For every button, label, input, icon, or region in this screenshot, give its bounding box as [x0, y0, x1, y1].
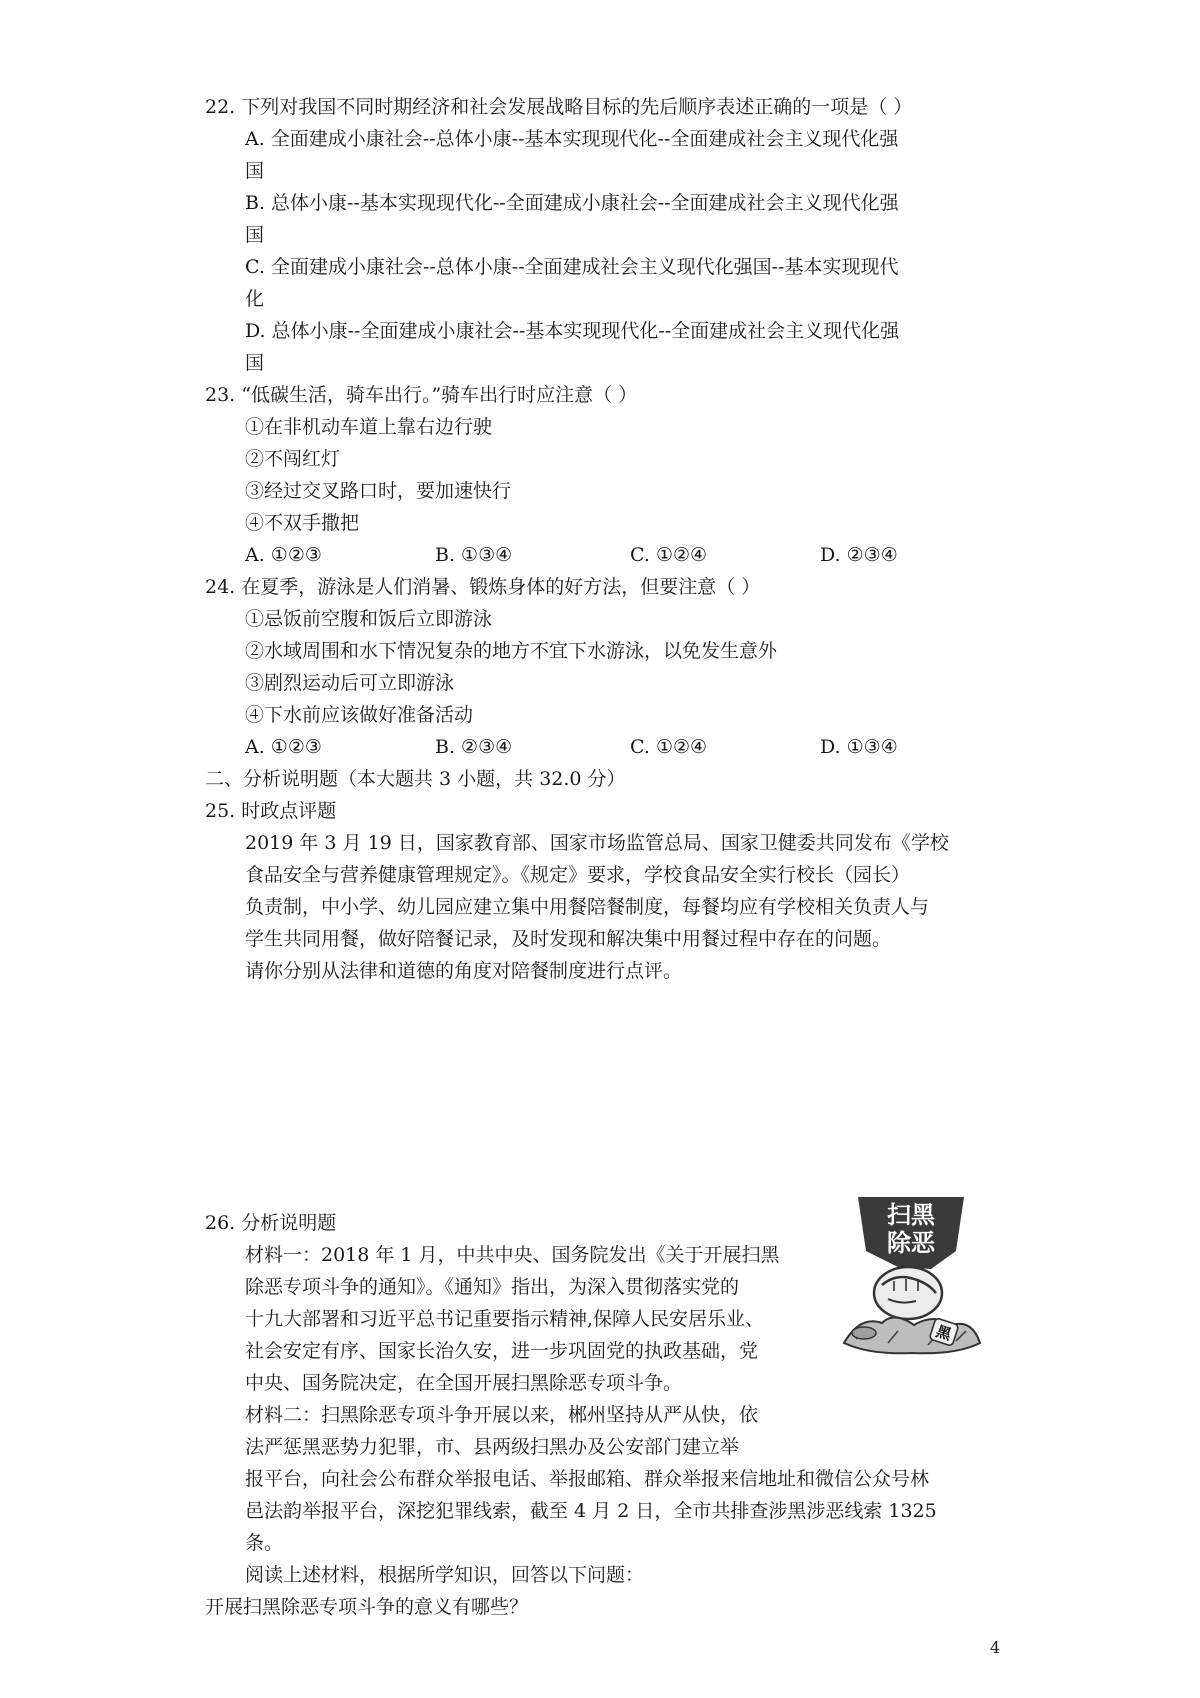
q23-stem: 23. “低碳生活，骑车出行。”骑车出行时应注意（ ）: [205, 384, 638, 406]
q22-option-b-cont: 国: [245, 224, 265, 246]
q26-line-10: 条。: [245, 1532, 284, 1554]
q26-line-11: 阅读上述材料，根据所学知识，回答以下问题：: [245, 1564, 645, 1586]
q26-line-5: 中央、国务院决定，在全国开展扫黑除恶专项斗争。: [245, 1372, 683, 1394]
q24-item-4: ④下水前应该做好准备活动: [245, 704, 474, 726]
q23-choice-b: B. ①③④: [435, 544, 513, 566]
q25-prompt: 请你分别从法律和道德的角度对陪餐制度进行点评。: [245, 960, 683, 982]
q23-choice-d: D. ②③④: [820, 544, 898, 566]
section-heading: 二、分析说明题（本大题共 3 小题，共 32.0 分）: [205, 768, 626, 790]
q24-choice-c: C. ①②④: [630, 736, 708, 758]
cartoon-banner-bottom: 除恶: [887, 1229, 935, 1257]
q22-option-b: B. 总体小康--基本实现现代化--全面建成小康社会--全面建成社会主义现代化强: [245, 192, 899, 214]
q26-line-1: 材料一：2018 年 1 月，中共中央、国务院发出《关于开展扫黑: [245, 1244, 780, 1266]
q23-choice-a: A. ①②③: [245, 544, 322, 566]
page-number: 4: [990, 1638, 1001, 1657]
q23-item-2: ②不闯红灯: [245, 448, 341, 470]
anti-crime-cartoon: [836, 1193, 986, 1359]
q24-choice-d: D. ①③④: [820, 736, 898, 758]
q25-title: 25. 时政点评题: [205, 800, 337, 822]
q26-line-4: 社会安定有序、国家长治久安，进一步巩固党的执政基础，党: [245, 1340, 759, 1362]
q23-item-4: ④不双手撒把: [245, 512, 360, 534]
q23-choice-c: C. ①②④: [630, 544, 708, 566]
q25-line-4: 学生共同用餐，做好陪餐记录，及时发现和解决集中用餐过程中存在的问题。: [245, 928, 892, 950]
q22-option-d-cont: 国: [245, 352, 265, 374]
q24-choice-b: B. ②③④: [435, 736, 513, 758]
q22-option-d: D. 总体小康--全面建成小康社会--基本实现现代化--全面建成社会主义现代化强: [245, 320, 900, 342]
q26-line-6: 材料二：扫黑除恶专项斗争开展以来，郴州坚持从严从快，依: [245, 1404, 759, 1426]
q23-item-1: ①在非机动车道上靠右边行驶: [245, 416, 493, 438]
q26-question: 开展扫黑除恶专项斗争的意义有哪些？: [205, 1596, 529, 1618]
q26-line-3: 十九大部署和习近平总书记重要指示精神,保障人民安居乐业、: [245, 1308, 765, 1330]
cartoon-tag: 黑: [933, 1322, 954, 1344]
q22-option-a-cont: 国: [245, 160, 265, 182]
q23-item-3: ③经过交叉路口时，要加速快行: [245, 480, 512, 502]
q26-line-2: 除恶专项斗争的通知》。《通知》指出，为深入贯彻落实党的: [245, 1276, 740, 1298]
q26-title: 26. 分析说明题: [205, 1212, 337, 1234]
q24-choice-a: A. ①②③: [245, 736, 322, 758]
cartoon-banner-top: 扫黑: [887, 1201, 935, 1229]
q24-stem: 24. 在夏季，游泳是人们消暑、锻炼身体的好方法，但要注意（ ）: [205, 576, 761, 598]
q26-line-9: 邑法韵举报平台，深挖犯罪线索，截至 4 月 2 日，全市共排查涉黑涉恶线索 1325: [245, 1500, 937, 1522]
q24-item-3: ③剧烈运动后可立即游泳: [245, 672, 455, 694]
q22-option-a: A. 全面建成小康社会--总体小康--基本实现现代化--全面建成社会主义现代化强: [245, 128, 899, 150]
q22-option-c: C. 全面建成小康社会--总体小康--全面建成社会主义现代化强国--基本实现现代: [245, 256, 899, 278]
q24-item-1: ①忌饭前空腹和饭后立即游泳: [245, 608, 493, 630]
q24-item-2: ②水域周围和水下情况复杂的地方不宜下水游泳，以免发生意外: [245, 640, 778, 662]
q22-option-c-cont: 化: [245, 288, 265, 310]
q26-line-8: 报平台，向社会公布群众举报电话、举报邮箱、群众举报来信地址和微信公众号林: [245, 1468, 930, 1490]
q25-line-1: 2019 年 3 月 19 日，国家教育部、国家市场监管总局、国家卫健委共同发布《学校: [245, 832, 949, 854]
q25-line-2: 食品安全与营养健康管理规定》。《规定》要求，学校食品安全实行校长（园长）: [245, 864, 911, 886]
q25-line-3: 负责制，中小学、幼儿园应建立集中用餐陪餐制度，每餐均应有学校相关负责人与: [245, 896, 930, 918]
q22-stem: 22. 下列对我国不同时期经济和社会发展战略目标的先后顺序表述正确的一项是（ ）: [205, 96, 913, 118]
q26-line-7: 法严惩黑恶势力犯罪，市、县两级扫黑办及公安部门建立举: [245, 1436, 740, 1458]
